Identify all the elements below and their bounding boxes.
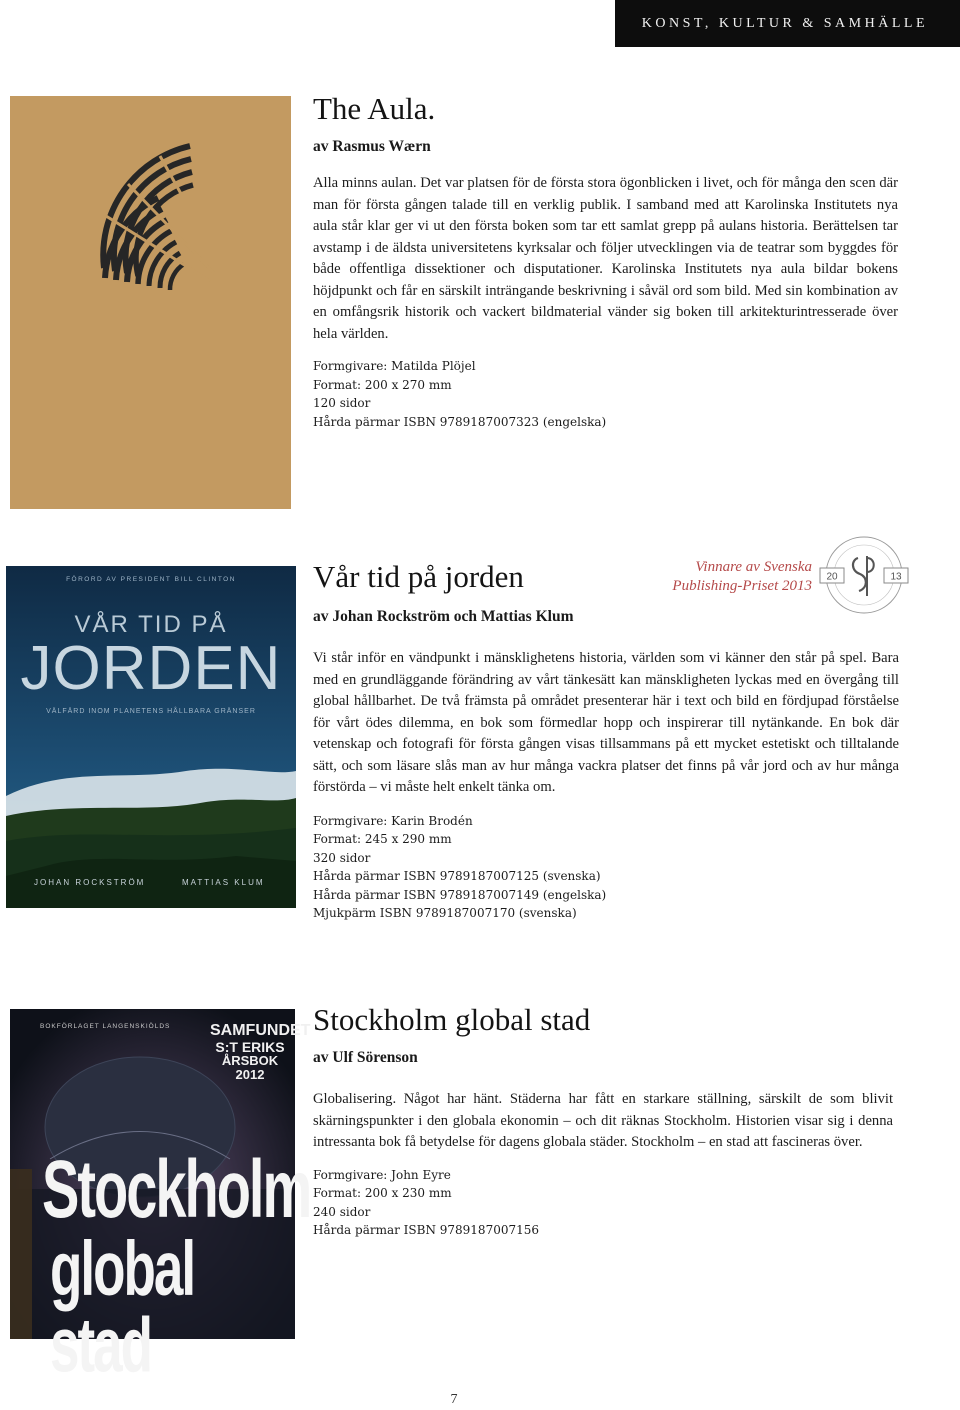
publishing-award-seal (818, 534, 910, 616)
spec-isbn-english: Hårda pärmar ISBN 9789187007149 (engelska) (313, 887, 607, 902)
cover-big-title-line2: global stad (50, 1226, 195, 1390)
book-entry-stockholm-global-stad (313, 1003, 913, 1240)
spec-designer: Formgivare: Matilda Plöjel (313, 359, 476, 374)
spec-format: Format: 200 x 230 mm (313, 1186, 452, 1201)
book-specs (313, 812, 913, 923)
cover-foreword: FÖRORD AV PRESIDENT BILL CLINTON (66, 576, 236, 583)
award-line-1: Vinnare av Svenska (695, 559, 812, 575)
seal-year-right: 13 (890, 571, 902, 583)
award-line-2: Publishing-Priset 2013 (672, 578, 812, 594)
seal-year-left: 20 (826, 571, 838, 583)
aula-seating-logo (10, 96, 291, 509)
cover-big-title-line1: Stockholm (42, 1143, 311, 1235)
page-number: 7 (450, 1392, 458, 1407)
cover-society-line-1: SAMFUNDET (210, 1022, 311, 1039)
cover-title-line2: JORDEN (20, 634, 282, 703)
book-cover-aula (10, 96, 291, 509)
cover-subtitle: VÄLFÄRD INOM PLANETENS HÅLLBARA GRÄNSER (46, 708, 256, 715)
book-title: The Aula. (313, 91, 436, 126)
book-description: Globalisering. Något har hänt. Städerna har fått en starkare ställning, särskilt de som blivit skärningspunkter i den globala ekonomin – och dit räknas Stockholm. Historien visar sig i denna intressanta bok få betydelse för dagens globala städer. Stockholm – en stad att fascineras över. (313, 1091, 893, 1151)
spec-format: Format: 245 x 290 mm (313, 832, 452, 847)
cover-title-line1: VÅR TID PÅ (74, 611, 228, 638)
book-specs (313, 1166, 913, 1240)
award-note (652, 558, 812, 596)
spec-pages: 320 sidor (313, 850, 371, 865)
section-title: KONST, KULTUR & SAMHÄLLE (641, 15, 928, 31)
spec-format: Format: 200 x 270 mm (313, 377, 452, 392)
book-title: Vår tid på jorden (313, 559, 524, 594)
spec-pages: 240 sidor (313, 1204, 371, 1219)
book-entry-aula (313, 92, 913, 431)
spec-pages: 120 sidor (313, 396, 371, 411)
spec-designer: Formgivare: Karin Brodén (313, 813, 473, 828)
cover-author-left: JOHAN ROCKSTRÖM (34, 878, 146, 887)
book-author: av Ulf Sörenson (313, 1049, 418, 1067)
cover-society (210, 1022, 311, 1083)
section-header (615, 0, 960, 47)
cover-publisher: BOKFÖRLAGET LANGENSKIÖLDS (40, 1023, 171, 1030)
book-cover-stockholm-global-stad (10, 1009, 311, 1390)
book-description: Alla minns aulan. Det var platsen för de första stora ögonblicken i livet, och för många den scen där man för första gången talade till en verklig publik. I samband med att Karolinska Institutets nya aula står klar ger vi ut den första boken som tar ett samlat grepp på aulans historia. Berättelsen tar avstamp i de äldsta universitetens kyrksalar och följer utvecklingen via de teatrar som byggdes för både offentliga dissektioner och disputationer. Karolinska Institutets nya aula bildar bokens höjdpunkt och får en särskilt inträngande beskrivning i såväl ord som bild. Med sin kombination av en omfångsrik historik och vackert bildmaterial vänder sig boken till arkitekturintresserade över hela världen. (313, 175, 898, 342)
spec-isbn: Hårda pärmar ISBN 9789187007323 (engelska) (313, 414, 607, 429)
cover-society-line-4: 2012 (235, 1067, 265, 1083)
spec-designer: Formgivare: John Eyre (313, 1167, 451, 1182)
cover-author-right: MATTIAS KLUM (182, 878, 265, 887)
book-description: Vi står inför en vändpunkt i mänsklighetens historia, världen som vi känner den står på spel. Bara med en grundläggande förändring av vårt tänkesätt kan mänskligheten lyckas med en övergång till global hållbarhet. De två främsta på området presenterar här i text och bild en fördjupad förståelse för vårt ödes dilemma, en bok som förmedlar hopp och inspirerar till nytänkande. En bok där vetenskap och fotografi för första gången visas tillsammans på ett mycket estetiskt och tilltalande sätt, och som läsare slås man av hur många vackra platser det finns på vår jord och av hur många förstörda – vi måste helt enkelt tänka om. (313, 650, 899, 796)
spec-isbn-swedish: Hårda pärmar ISBN 9789187007125 (svenska) (313, 869, 601, 884)
book-title: Stockholm global stad (313, 1002, 591, 1037)
cover-society-line-3: ÅRSBOK (221, 1053, 279, 1069)
book-author: av Rasmus Wærn (313, 138, 431, 156)
book-cover-var-tid-pa-jorden (6, 566, 296, 908)
spec-isbn: Hårda pärmar ISBN 9789187007156 (313, 1223, 540, 1238)
spec-isbn-paperback: Mjukpärm ISBN 9789187007170 (svenska) (313, 906, 577, 921)
cover-society-line-2: S:T ERIKS (215, 1038, 285, 1055)
book-author: av Johan Rockström och Mattias Klum (313, 608, 574, 626)
book-specs (313, 357, 913, 431)
